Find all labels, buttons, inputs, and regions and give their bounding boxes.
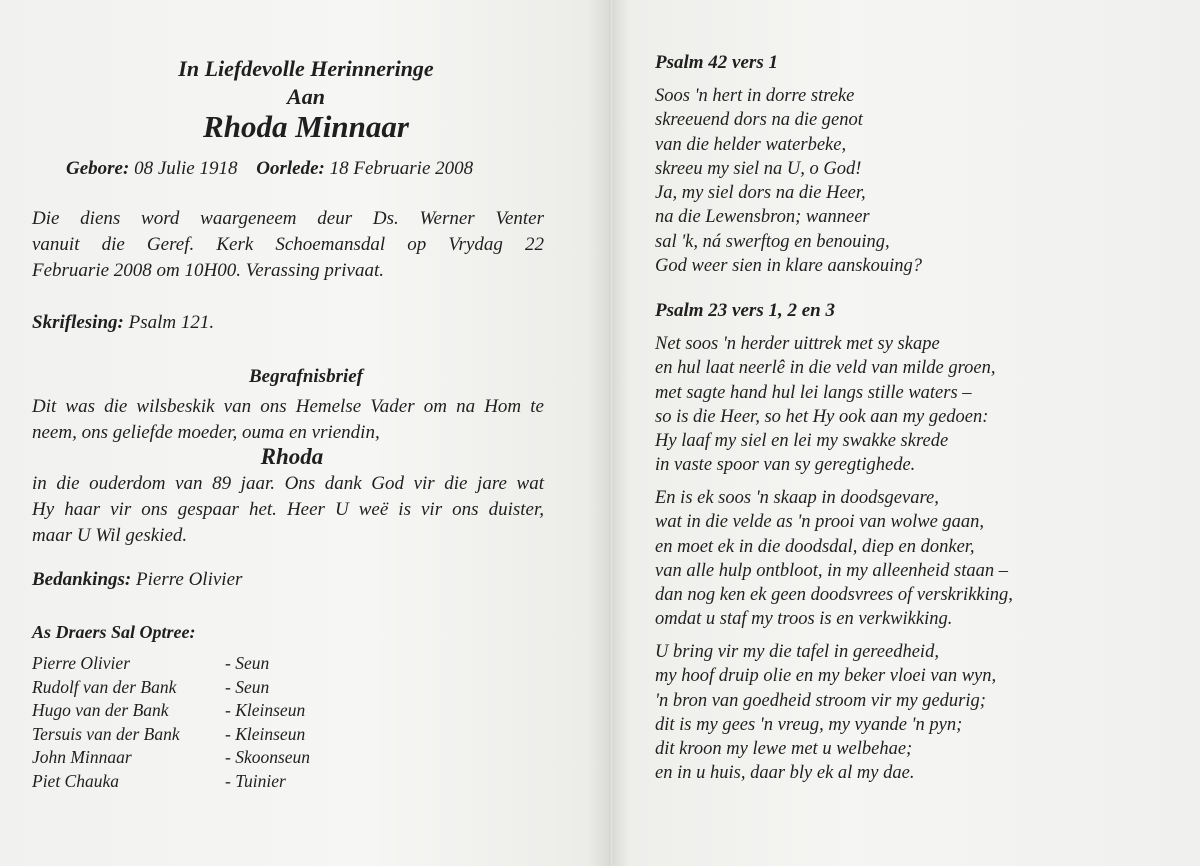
verse-line: omdat u staf my troos is en verkwikking. bbox=[655, 609, 953, 630]
verse-line: na die Lewensbron; wanneer bbox=[655, 207, 870, 228]
verse-line: Hy laaf my siel en lei my swakke skrede bbox=[655, 431, 949, 452]
bleed-through-shade bbox=[912, 10, 1172, 350]
bearer-row bbox=[32, 723, 310, 747]
verse-line: en hul laat neerlê in die veld van milde groen, bbox=[655, 358, 996, 379]
bearer-name: Hugo van der Bank bbox=[32, 700, 169, 720]
born-label: Gebore: bbox=[66, 158, 130, 179]
verse-line: in vaste spoor van sy geregtighede. bbox=[655, 455, 916, 476]
letter-line: maar U Wil geskied. bbox=[32, 525, 188, 546]
bearers-title: As Draers Sal Optree: bbox=[32, 622, 196, 642]
reading-value: Psalm 121. bbox=[128, 312, 215, 333]
verse-line: Net soos 'n herder uittrek met sy skape bbox=[655, 334, 940, 354]
bearer-role: - Tuinier bbox=[225, 770, 286, 791]
bearer-row bbox=[32, 699, 310, 723]
verse-line: dit kroon my lewe met u welbehae; bbox=[655, 739, 913, 760]
service-line: Die diens word waargeneem deur Ds. Werner Venter bbox=[32, 208, 544, 229]
psalm42-verse bbox=[655, 84, 922, 278]
born-value: 08 Julie 1918 bbox=[134, 158, 238, 179]
verse-line: sal 'k, ná swerftog en benouing, bbox=[655, 231, 890, 252]
verse-line: En is ek soos 'n skaap in doodsgevare, bbox=[655, 488, 939, 508]
dates-line bbox=[66, 158, 473, 180]
deceased-name: Rhoda Minnaar bbox=[203, 109, 409, 144]
died-value: 18 Februarie 2008 bbox=[329, 158, 474, 179]
bearer-name: Rudolf van der Bank bbox=[32, 676, 177, 697]
letter-line: Dit was die wilsbeskik van ons Hemelse Vader om na Hom te bbox=[32, 396, 544, 417]
bearer-row bbox=[32, 746, 310, 770]
verse-line: skreeuend dors na die genot bbox=[655, 110, 863, 131]
verse-line: en moet ek in die doodsdal, diep en donker, bbox=[655, 536, 975, 557]
letter-line: in die ouderdom van 89 jaar. Ons dank God vir die jare wat bbox=[32, 473, 544, 494]
bearers-list bbox=[32, 652, 310, 793]
psalm23-verse-2 bbox=[655, 486, 1013, 632]
bearer-row bbox=[32, 676, 310, 700]
service-line: Februarie 2008 om 10H00. Verassing privaat. bbox=[32, 260, 385, 281]
bearer-role: - Seun bbox=[225, 676, 270, 697]
bearer-role: - Kleinseun bbox=[225, 700, 306, 720]
verse-line: van die helder waterbeke, bbox=[655, 134, 847, 155]
letter-line: Hy haar vir ons gespaar het. Heer U weë is vir ons duister, bbox=[32, 499, 544, 520]
verse-line: Soos 'n hert in dorre streke bbox=[655, 86, 855, 106]
letter-name: Rhoda bbox=[260, 444, 324, 469]
thanks-value: Pierre Olivier bbox=[136, 569, 243, 590]
verse-line: dit is my gees 'n vreug, my vyande 'n pyn; bbox=[655, 714, 963, 735]
service-paragraph bbox=[32, 206, 544, 284]
verse-line: God weer sien in klare aanskouing? bbox=[655, 256, 923, 277]
bearer-row bbox=[32, 652, 310, 676]
memorial-heading: In Liefdevolle Herinneringe bbox=[178, 56, 434, 81]
verse-line: dan nog ken ek geen doodsvrees of verskrikking, bbox=[655, 585, 1013, 606]
reading-label: Skriflesing: bbox=[32, 312, 124, 333]
verse-line: U bring vir my die tafel in gereedheid, bbox=[655, 642, 939, 662]
died-label: Oorlede: bbox=[256, 158, 325, 179]
bearer-name: Tersuis van der Bank bbox=[32, 723, 180, 744]
psalm23-verse-1 bbox=[655, 332, 995, 478]
verse-line: met sagte hand hul lei langs stille waters – bbox=[655, 382, 972, 403]
letter-paragraph-1 bbox=[32, 394, 544, 446]
scripture-reading bbox=[32, 312, 214, 334]
memorial-heading-to: Aan bbox=[287, 84, 325, 109]
bearer-name: John Minnaar bbox=[32, 747, 132, 767]
psalm23-verse-3 bbox=[655, 640, 996, 786]
verse-line: 'n bron van goedheid stroom vir my gedurig; bbox=[655, 690, 986, 711]
letter-paragraph-2 bbox=[32, 471, 544, 549]
psalm42-title: Psalm 42 vers 1 bbox=[655, 52, 778, 73]
verse-line: Ja, my siel dors na die Heer, bbox=[655, 183, 866, 204]
bearer-row bbox=[32, 770, 310, 794]
service-line: vanuit die Geref. Kerk Schoemansdal op Vrydag 22 bbox=[32, 234, 544, 255]
bearer-name: Pierre Olivier bbox=[32, 653, 131, 673]
thanks-line bbox=[32, 569, 242, 591]
letter-title: Begrafnisbrief bbox=[249, 366, 363, 387]
letter-line: neem, ons geliefde moeder, ouma en vriendin, bbox=[32, 422, 380, 443]
psalm23-title: Psalm 23 vers 1, 2 en 3 bbox=[655, 300, 835, 321]
thanks-label: Bedankings: bbox=[32, 569, 132, 590]
verse-line: my hoof druip olie en my beker vloei van wyn, bbox=[655, 666, 997, 687]
verse-line: wat in die velde as 'n prooi van wolwe gaan, bbox=[655, 512, 985, 533]
verse-line: skreeu my siel na U, o God! bbox=[655, 158, 862, 179]
bearer-role: - Kleinseun bbox=[225, 723, 306, 744]
bearer-role: - Seun bbox=[225, 653, 270, 673]
bearer-name: Piet Chauka bbox=[32, 770, 119, 791]
verse-line: van alle hulp ontbloot, in my alleenheid staan – bbox=[655, 560, 1008, 581]
bearer-role: - Skoonseun bbox=[225, 747, 311, 767]
verse-line: so is die Heer, so het Hy ook aan my gedoen: bbox=[655, 406, 989, 427]
verse-line: en in u huis, daar bly ek al my dae. bbox=[655, 763, 915, 784]
right-page bbox=[612, 0, 1200, 866]
